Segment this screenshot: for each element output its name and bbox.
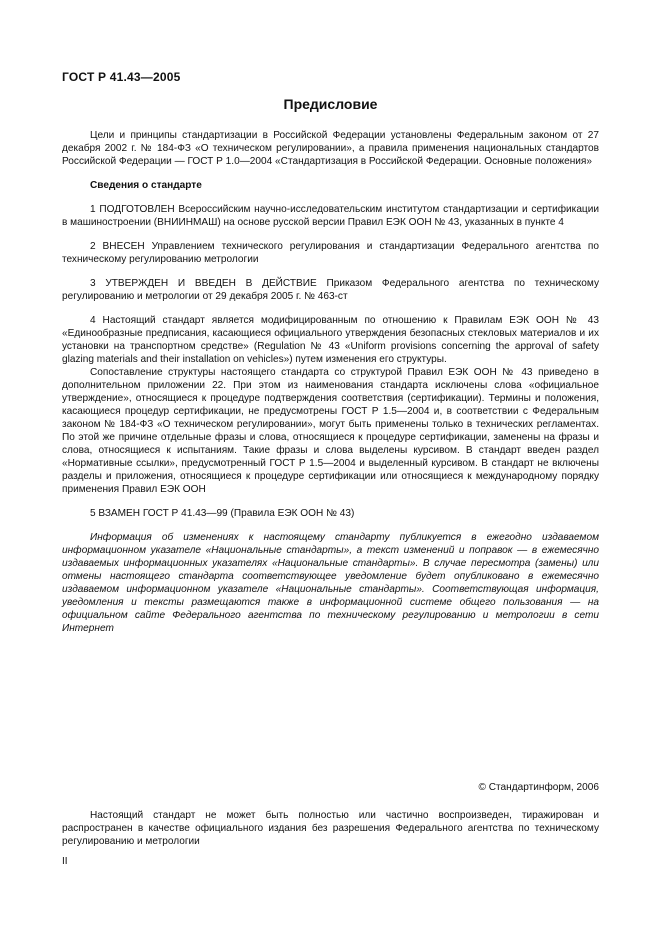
page-title: Предисловие bbox=[283, 96, 378, 112]
copyright-line: © Стандартинформ, 2006 bbox=[478, 782, 599, 793]
change-info-paragraph: Информация об изменениях к настоящему стандарту публикуется в ежегодно издаваемом информационном указателе «Национальные стандарты», а текст изменений и поправок — в ежемесячно издаваемых информационных указателях «Национальные стандарты». В случае пересмотра (замены) или отмены настоящего стандарта соответствующее уведомление будет опубликовано в ежемесячно издаваемом информационном указателе «Национальные стандарты». Соответствующая информация, уведомления и тексты размещаются также в информационной системе общего пользования — на официальном сайте Федерального агентства по техническому регулированию и метрологии в сети Интернет bbox=[62, 532, 599, 634]
item-modified: 4 Настоящий стандарт является модифицированным по отношению к Правилам ЕЭК ООН № 43 «Единообразные предписания, касающиеся официального утверждения безопасных стекловых материалов и их установки на транспортном средстве» (Regulation № 43 «Uniform provisions concerning the approval of safety glazing materials and their installation on vehicles») путем изменения его структуры. bbox=[62, 315, 599, 365]
item-comparison: Сопоставление структуры настоящего стандарта со структурой Правил ЕЭК ООН № 43 приведено в дополнительном приложении 22. При этом из наименования стандарта исключены слова «официальное утверждение», относящиеся к процедуре подтверждения соответствия (сертификации). Термины и положения, касающиеся процедур сертификации, не предусмотрены ГОСТ Р 1.5—2004 и, в соответствии с Федеральным законом № 184-ФЗ «О техническом регулировании», могут быть применены только в технических регламентах. По этой же причине отдельные фразы и слова, относящиеся к процедуре сертификации, заменены на фразы и слова, относящиеся к испытаниям. Такие фразы и слова выделены курсивом. В стандарт введен раздел «Нормативные ссылки», предусмотренный ГОСТ Р 1.5—2004 и выделенный курсивом. В стандарт не включены разделы и приложения, относящиеся к процедуре сертификации или относящиеся к международному порядку применения Правил ЕЭК ООН bbox=[62, 367, 599, 495]
item-introduced: 2 ВНЕСЕН Управлением технического регулирования и стандартизации Федерального агентства по техническому регулированию метрологии bbox=[62, 241, 599, 265]
item-replaces: 5 ВЗАМЕН ГОСТ Р 41.43—99 (Правила ЕЭК ООН № 43) bbox=[90, 508, 355, 519]
reproduction-notice: Настоящий стандарт не может быть полностью или частично воспроизведен, тиражирован и распространен в качестве официального издания без разрешения Федерального агентства по техническому регулированию и метрологии bbox=[62, 810, 599, 848]
intro-paragraph: Цели и принципы стандартизации в Российской Федерации установлены Федеральным законом от 27 декабря 2002 г. № 184-ФЗ «О техническом регулировании», а правила применения национальных стандартов Российской Федерации — ГОСТ Р 1.0—2004 «Стандартизация в Российской Федерации. Основные положения» bbox=[62, 130, 599, 167]
page-number: II bbox=[62, 856, 68, 867]
item-prepared: 1 ПОДГОТОВЛЕН Всероссийским научно-исследовательским институтом стандартизации и сертификации в машиностроении (ВНИИНМАШ) на основе русской версии Правил ЕЭК ООН № 43, указанных в пункте 4 bbox=[62, 204, 599, 228]
standard-id-header: ГОСТ Р 41.43—2005 bbox=[62, 70, 181, 84]
item-approved: 3 УТВЕРЖДЕН И ВВЕДЕН В ДЕЙСТВИЕ Приказом Федерального агентства по техническому регулированию и метрологии от 29 декабря 2005 г. № 463-ст bbox=[62, 278, 599, 302]
info-heading: Сведения о стандарте bbox=[90, 180, 202, 191]
foreword-body bbox=[62, 129, 599, 635]
